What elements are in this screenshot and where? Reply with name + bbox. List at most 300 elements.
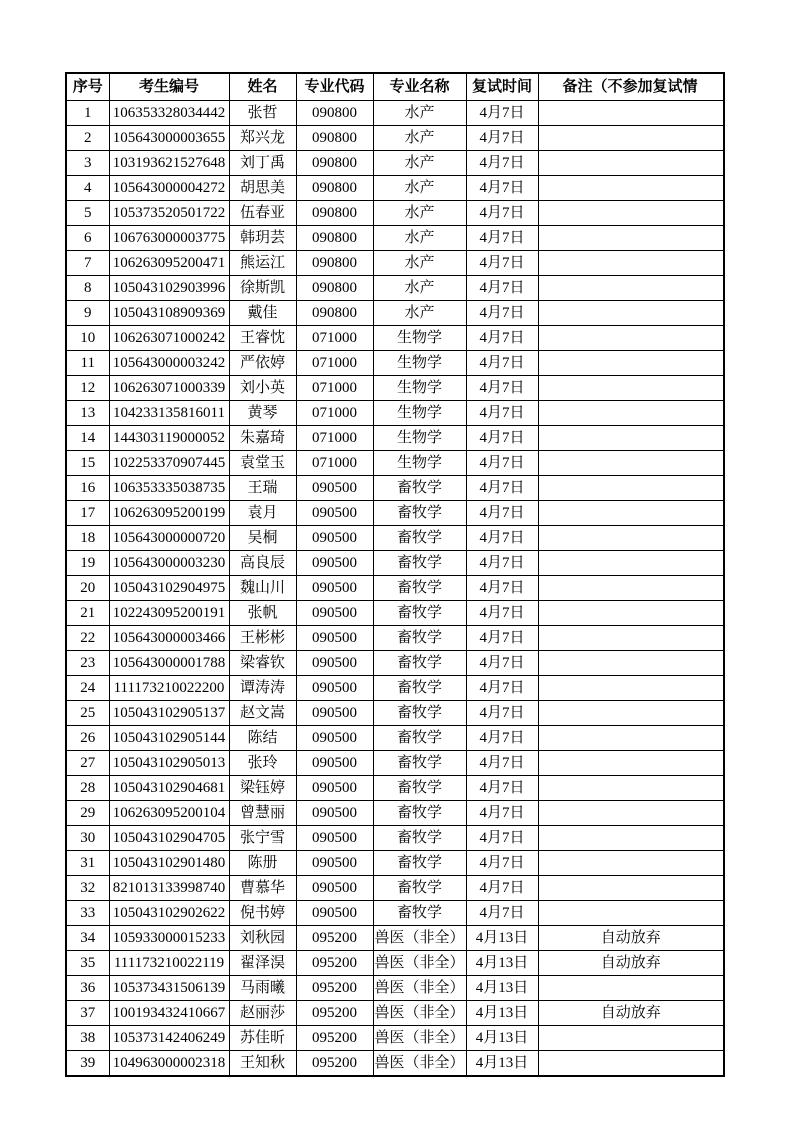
table-row [66,426,724,451]
cell-major-code: 095200 [296,951,373,976]
cell-interview-date: 4月7日 [466,826,538,851]
cell-name: 赵丽莎 [229,1001,296,1026]
cell-major-name: 畜牧学 [373,651,466,676]
cell-candidate-id: 105043102904705 [109,826,229,851]
cell-name: 朱嘉琦 [229,426,296,451]
cell-major-name: 兽医（非全） [373,1051,466,1077]
cell-major-name: 水产 [373,101,466,126]
table-row [66,176,724,201]
cell-name: 胡思美 [229,176,296,201]
cell-remark [538,776,724,801]
cell-index: 14 [66,426,109,451]
cell-name: 刘秋园 [229,926,296,951]
cell-major-name: 畜牧学 [373,476,466,501]
cell-remark [538,726,724,751]
cell-major-name: 畜牧学 [373,576,466,601]
cell-index: 5 [66,201,109,226]
cell-major-code: 090800 [296,276,373,301]
cell-interview-date: 4月7日 [466,401,538,426]
cell-index: 11 [66,351,109,376]
cell-name: 曹慕华 [229,876,296,901]
table-row [66,351,724,376]
cell-name: 陈结 [229,726,296,751]
cell-name: 谭涛涛 [229,676,296,701]
table-row [66,526,724,551]
cell-interview-date: 4月7日 [466,301,538,326]
cell-major-name: 生物学 [373,426,466,451]
cell-candidate-id: 104963000002318 [109,1051,229,1077]
cell-remark [538,201,724,226]
cell-candidate-id: 100193432410667 [109,1001,229,1026]
cell-index: 12 [66,376,109,401]
cell-remark [538,401,724,426]
candidates-table [65,72,725,1077]
cell-major-name: 畜牧学 [373,901,466,926]
cell-remark [538,376,724,401]
cell-candidate-id: 105373520501722 [109,201,229,226]
cell-index: 29 [66,801,109,826]
cell-major-code: 090800 [296,151,373,176]
cell-major-name: 兽医（非全） [373,976,466,1001]
cell-major-code: 090500 [296,801,373,826]
cell-name: 袁堂玉 [229,451,296,476]
cell-index: 32 [66,876,109,901]
cell-candidate-id: 105643000003655 [109,126,229,151]
cell-major-code: 090500 [296,826,373,851]
cell-major-name: 畜牧学 [373,726,466,751]
cell-interview-date: 4月7日 [466,176,538,201]
cell-major-name: 畜牧学 [373,551,466,576]
table-row [66,376,724,401]
cell-candidate-id: 144303119000052 [109,426,229,451]
cell-interview-date: 4月13日 [466,1001,538,1026]
cell-major-name: 畜牧学 [373,626,466,651]
cell-major-code: 090500 [296,501,373,526]
cell-remark: 自动放弃 [538,926,724,951]
cell-name: 梁钰婷 [229,776,296,801]
cell-interview-date: 4月7日 [466,251,538,276]
cell-major-name: 畜牧学 [373,501,466,526]
cell-interview-date: 4月7日 [466,351,538,376]
cell-interview-date: 4月13日 [466,976,538,1001]
cell-interview-date: 4月7日 [466,651,538,676]
cell-interview-date: 4月7日 [466,376,538,401]
cell-major-code: 090500 [296,626,373,651]
cell-remark [538,226,724,251]
cell-major-name: 生物学 [373,376,466,401]
cell-candidate-id: 105643000000720 [109,526,229,551]
cell-index: 21 [66,601,109,626]
cell-name: 王睿忱 [229,326,296,351]
cell-major-name: 生物学 [373,451,466,476]
cell-interview-date: 4月13日 [466,1051,538,1077]
cell-major-code: 090500 [296,601,373,626]
cell-remark [538,426,724,451]
cell-major-code: 090500 [296,526,373,551]
cell-major-name: 兽医（非全） [373,926,466,951]
cell-remark [538,576,724,601]
cell-major-code: 090500 [296,726,373,751]
cell-major-code: 090500 [296,751,373,776]
table-header [66,73,724,101]
cell-interview-date: 4月7日 [466,901,538,926]
cell-name: 黄琴 [229,401,296,426]
table-row [66,626,724,651]
cell-major-code: 090800 [296,251,373,276]
cell-index: 18 [66,526,109,551]
cell-major-code: 071000 [296,351,373,376]
cell-candidate-id: 105643000003230 [109,551,229,576]
cell-major-code: 090500 [296,676,373,701]
cell-candidate-id: 106263095200104 [109,801,229,826]
cell-interview-date: 4月7日 [466,501,538,526]
table-row [66,226,724,251]
cell-index: 16 [66,476,109,501]
column-header-candidate-id: 考生编号 [109,73,229,101]
cell-candidate-id: 105043108909369 [109,301,229,326]
cell-interview-date: 4月7日 [466,701,538,726]
table-row [66,826,724,851]
cell-remark [538,901,724,926]
cell-index: 25 [66,701,109,726]
cell-remark [538,876,724,901]
cell-candidate-id: 105043102905137 [109,701,229,726]
table-row [66,326,724,351]
cell-index: 13 [66,401,109,426]
cell-major-code: 071000 [296,451,373,476]
cell-candidate-id: 105373431506139 [109,976,229,1001]
cell-index: 35 [66,951,109,976]
cell-remark [538,626,724,651]
cell-interview-date: 4月13日 [466,926,538,951]
cell-index: 1 [66,101,109,126]
table-row [66,1051,724,1077]
cell-remark [538,826,724,851]
cell-interview-date: 4月13日 [466,951,538,976]
cell-major-name: 兽医（非全） [373,1001,466,1026]
table-row [66,451,724,476]
cell-candidate-id: 105643000004272 [109,176,229,201]
cell-major-name: 畜牧学 [373,826,466,851]
cell-name: 魏山川 [229,576,296,601]
cell-name: 徐斯凯 [229,276,296,301]
cell-remark [538,1051,724,1077]
cell-interview-date: 4月7日 [466,476,538,501]
cell-index: 36 [66,976,109,1001]
cell-major-name: 水产 [373,276,466,301]
table-row [66,551,724,576]
table-row [66,976,724,1001]
table-row [66,576,724,601]
cell-name: 熊运江 [229,251,296,276]
cell-remark [538,976,724,1001]
cell-index: 37 [66,1001,109,1026]
cell-name: 马雨曦 [229,976,296,1001]
table-body [66,101,724,1077]
column-header-name: 姓名 [229,73,296,101]
cell-major-code: 090500 [296,701,373,726]
cell-major-name: 畜牧学 [373,801,466,826]
cell-major-name: 水产 [373,226,466,251]
cell-interview-date: 4月7日 [466,526,538,551]
cell-remark [538,1026,724,1051]
cell-remark [538,601,724,626]
cell-name: 戴佳 [229,301,296,326]
cell-index: 3 [66,151,109,176]
cell-remark [538,301,724,326]
cell-interview-date: 4月7日 [466,676,538,701]
cell-name: 伍春亚 [229,201,296,226]
cell-major-code: 095200 [296,926,373,951]
cell-index: 4 [66,176,109,201]
cell-major-name: 生物学 [373,326,466,351]
cell-major-name: 兽医（非全） [373,1026,466,1051]
cell-interview-date: 4月7日 [466,876,538,901]
cell-candidate-id: 105933000015233 [109,926,229,951]
column-header-interview-date: 复试时间 [466,73,538,101]
cell-index: 38 [66,1026,109,1051]
cell-index: 28 [66,776,109,801]
cell-major-code: 071000 [296,376,373,401]
cell-interview-date: 4月7日 [466,551,538,576]
cell-candidate-id: 105643000003242 [109,351,229,376]
cell-major-code: 095200 [296,976,373,1001]
table-row [66,101,724,126]
cell-interview-date: 4月7日 [466,151,538,176]
cell-major-code: 090500 [296,876,373,901]
cell-remark [538,526,724,551]
cell-major-code: 071000 [296,326,373,351]
cell-remark [538,176,724,201]
cell-name: 王知秋 [229,1051,296,1077]
cell-candidate-id: 104233135816011 [109,401,229,426]
cell-major-code: 090800 [296,301,373,326]
table-row [66,301,724,326]
cell-index: 6 [66,226,109,251]
table-row [66,951,724,976]
cell-candidate-id: 102243095200191 [109,601,229,626]
cell-remark [538,451,724,476]
header-row [66,73,724,101]
cell-major-code: 090800 [296,201,373,226]
cell-remark [538,851,724,876]
table-row [66,151,724,176]
column-header-remark: 备注（不参加复试情 [538,73,724,101]
cell-remark [538,276,724,301]
cell-major-code: 090800 [296,101,373,126]
cell-major-code: 090500 [296,551,373,576]
table-row [66,201,724,226]
cell-name: 张帆 [229,601,296,626]
cell-major-name: 畜牧学 [373,751,466,776]
cell-remark [538,126,724,151]
cell-major-name: 畜牧学 [373,851,466,876]
cell-interview-date: 4月7日 [466,751,538,776]
cell-interview-date: 4月7日 [466,326,538,351]
cell-major-name: 生物学 [373,351,466,376]
cell-major-code: 095200 [296,1026,373,1051]
cell-remark [538,751,724,776]
cell-name: 郑兴龙 [229,126,296,151]
cell-candidate-id: 111173210022119 [109,951,229,976]
cell-candidate-id: 106353335038735 [109,476,229,501]
cell-index: 10 [66,326,109,351]
cell-name: 袁月 [229,501,296,526]
cell-major-code: 095200 [296,1001,373,1026]
cell-remark [538,551,724,576]
cell-remark [538,701,724,726]
cell-interview-date: 4月7日 [466,726,538,751]
cell-interview-date: 4月7日 [466,426,538,451]
cell-major-code: 090800 [296,126,373,151]
cell-candidate-id: 106263071000339 [109,376,229,401]
cell-interview-date: 4月7日 [466,201,538,226]
cell-remark: 自动放弃 [538,1001,724,1026]
cell-name: 张玲 [229,751,296,776]
table-row [66,251,724,276]
table-row [66,676,724,701]
cell-name: 严依婷 [229,351,296,376]
cell-candidate-id: 105643000001788 [109,651,229,676]
table-row [66,851,724,876]
cell-name: 苏佳昕 [229,1026,296,1051]
cell-major-name: 生物学 [373,401,466,426]
cell-candidate-id: 105043102904975 [109,576,229,601]
cell-index: 7 [66,251,109,276]
cell-name: 倪书婷 [229,901,296,926]
cell-index: 22 [66,626,109,651]
cell-candidate-id: 106763000003775 [109,226,229,251]
table-row [66,1026,724,1051]
cell-major-name: 水产 [373,151,466,176]
cell-candidate-id: 103193621527648 [109,151,229,176]
cell-remark [538,651,724,676]
cell-major-code: 090500 [296,901,373,926]
cell-candidate-id: 105043102903996 [109,276,229,301]
cell-major-name: 水产 [373,201,466,226]
cell-index: 23 [66,651,109,676]
cell-major-code: 090800 [296,226,373,251]
table-row [66,876,724,901]
cell-remark [538,476,724,501]
cell-candidate-id: 105643000003466 [109,626,229,651]
cell-index: 20 [66,576,109,601]
table-row [66,776,724,801]
cell-remark [538,501,724,526]
cell-remark [538,101,724,126]
cell-candidate-id: 821013133998740 [109,876,229,901]
table-row [66,276,724,301]
table-row [66,1001,724,1026]
cell-index: 15 [66,451,109,476]
cell-remark [538,676,724,701]
table-row [66,801,724,826]
table-row [66,726,724,751]
table-row [66,701,724,726]
cell-major-name: 水产 [373,251,466,276]
cell-name: 刘小英 [229,376,296,401]
cell-index: 24 [66,676,109,701]
cell-major-name: 水产 [373,301,466,326]
cell-remark [538,251,724,276]
cell-index: 39 [66,1051,109,1077]
cell-remark: 自动放弃 [538,951,724,976]
cell-name: 刘丁禹 [229,151,296,176]
cell-interview-date: 4月7日 [466,626,538,651]
cell-candidate-id: 105043102901480 [109,851,229,876]
cell-interview-date: 4月13日 [466,1026,538,1051]
cell-candidate-id: 105043102904681 [109,776,229,801]
cell-index: 8 [66,276,109,301]
cell-interview-date: 4月7日 [466,776,538,801]
cell-interview-date: 4月7日 [466,451,538,476]
cell-index: 33 [66,901,109,926]
cell-interview-date: 4月7日 [466,101,538,126]
cell-candidate-id: 105043102905013 [109,751,229,776]
cell-name: 曾慧丽 [229,801,296,826]
cell-remark [538,351,724,376]
table-row [66,401,724,426]
cell-index: 30 [66,826,109,851]
cell-major-name: 畜牧学 [373,526,466,551]
table-row [66,501,724,526]
table-row [66,476,724,501]
column-header-major-name: 专业名称 [373,73,466,101]
cell-candidate-id: 106263095200471 [109,251,229,276]
cell-index: 34 [66,926,109,951]
cell-name: 梁睿钦 [229,651,296,676]
cell-interview-date: 4月7日 [466,576,538,601]
cell-major-code: 090500 [296,476,373,501]
cell-name: 王彬彬 [229,626,296,651]
cell-major-name: 畜牧学 [373,876,466,901]
cell-major-code: 071000 [296,426,373,451]
table-row [66,126,724,151]
cell-major-code: 090500 [296,576,373,601]
column-header-major-code: 专业代码 [296,73,373,101]
cell-candidate-id: 106353328034442 [109,101,229,126]
table-row [66,751,724,776]
cell-index: 27 [66,751,109,776]
cell-name: 翟泽淏 [229,951,296,976]
table-row [66,901,724,926]
cell-name: 赵文嵩 [229,701,296,726]
table-row [66,926,724,951]
cell-name: 吴桐 [229,526,296,551]
cell-candidate-id: 105373142406249 [109,1026,229,1051]
cell-candidate-id: 106263071000242 [109,326,229,351]
column-header-index: 序号 [66,73,109,101]
cell-name: 张哲 [229,101,296,126]
cell-name: 张宁雪 [229,826,296,851]
cell-candidate-id: 105043102905144 [109,726,229,751]
cell-major-name: 畜牧学 [373,701,466,726]
cell-major-code: 090500 [296,851,373,876]
cell-name: 王瑞 [229,476,296,501]
cell-interview-date: 4月7日 [466,851,538,876]
cell-name: 高良辰 [229,551,296,576]
cell-candidate-id: 111173210022200 [109,676,229,701]
cell-major-name: 畜牧学 [373,776,466,801]
cell-major-name: 水产 [373,176,466,201]
cell-major-code: 090500 [296,776,373,801]
table-row [66,601,724,626]
cell-name: 陈册 [229,851,296,876]
cell-remark [538,801,724,826]
cell-interview-date: 4月7日 [466,601,538,626]
cell-candidate-id: 102253370907445 [109,451,229,476]
cell-remark [538,151,724,176]
